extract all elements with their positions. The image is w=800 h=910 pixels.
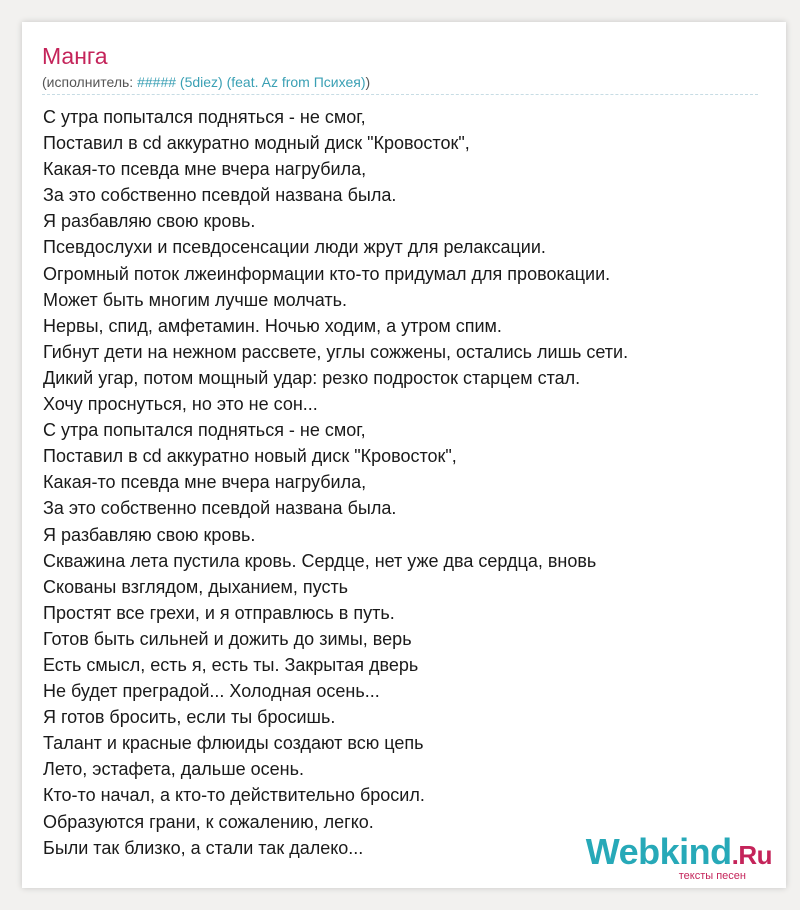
lyric-line: Какая-то псевда мне вчера нагрубила,: [43, 159, 367, 180]
lyric-line: С утра попытался подняться - не смог,: [43, 420, 366, 441]
lyric-line: Псевдослухи и псевдосенсации люди жрут для релаксации.: [43, 237, 546, 258]
artist-line: [42, 73, 370, 91]
lyric-line: Кто-то начал, а кто-то действительно бросил.: [43, 785, 425, 806]
lyric-line: Поставил в cd аккуратно модный диск "Кровосток",: [43, 133, 470, 154]
artist-prefix: (исполнитель:: [42, 74, 138, 90]
lyric-line: С утра попытался подняться - не смог,: [43, 107, 366, 127]
lyric-line: Дикий угар, потом мощный удар: резко подросток старцем стал.: [43, 367, 581, 388]
lyric-line: Может быть многим лучше молчать.: [43, 289, 347, 310]
logo-tagline: тексты песен: [678, 870, 746, 882]
lyric-line: Лето, эстафета, дальше осень.: [43, 759, 304, 780]
song-title: Манга: [42, 43, 108, 69]
logo-name: Webkind: [585, 831, 732, 872]
artist-suffix: ): [365, 74, 371, 90]
lyric-line: Образуются грани, к сожалению, легко.: [43, 811, 374, 832]
logo-tld: .Ru: [731, 840, 772, 870]
dashed-divider: [42, 94, 758, 95]
lyrics-text: [43, 104, 628, 861]
artist-link[interactable]: ##### (5diez) (feat. Az from Психея): [137, 74, 366, 90]
logo-wordmark: [586, 833, 772, 874]
lyric-line: Готов быть сильней и дожить до зимы, верь: [43, 628, 412, 649]
lyric-line: Скованы взглядом, дыханием, пусть: [43, 576, 349, 597]
lyric-line: Нервы, спид, амфетамин. Ночью ходим, а утром спим.: [43, 315, 502, 336]
lyric-line: Я готов бросить, если ты бросишь.: [43, 707, 336, 728]
lyric-line: Были так близко, а стали так далеко...: [43, 837, 364, 858]
lyrics-card: [22, 22, 786, 888]
lyric-line: Поставил в cd аккуратно новый диск "Кровосток",: [43, 446, 457, 467]
lyric-line: Я разбавляю свою кровь.: [43, 524, 256, 545]
lyric-line: Огромный поток лжеинформации кто-то придумал для провокации.: [43, 263, 611, 284]
lyric-line: Гибнут дети на нежном рассвете, углы сожжены, остались лишь сети.: [43, 341, 629, 362]
lyric-line: Скважина лета пустила кровь. Сердце, нет уже два сердца, вновь: [43, 550, 597, 571]
lyric-line: За это собственно псевдой названа была.: [43, 185, 397, 206]
lyric-line: Талант и красные флюиды создают всю цепь: [43, 733, 424, 754]
lyric-line: Не будет преградой... Холодная осень...: [43, 681, 380, 702]
lyric-line: Хочу проснуться, но это не сон...: [43, 394, 318, 415]
site-logo[interactable]: [586, 833, 772, 882]
lyric-line: Я разбавляю свою кровь.: [43, 211, 256, 232]
lyric-line: За это собственно псевдой названа была.: [43, 498, 397, 519]
lyric-line: Простят все грехи, и я отправлюсь в путь.: [43, 602, 395, 623]
lyric-line: Есть смысл, есть я, есть ты. Закрытая дверь: [43, 654, 419, 675]
lyric-line: Какая-то псевда мне вчера нагрубила,: [43, 472, 367, 493]
